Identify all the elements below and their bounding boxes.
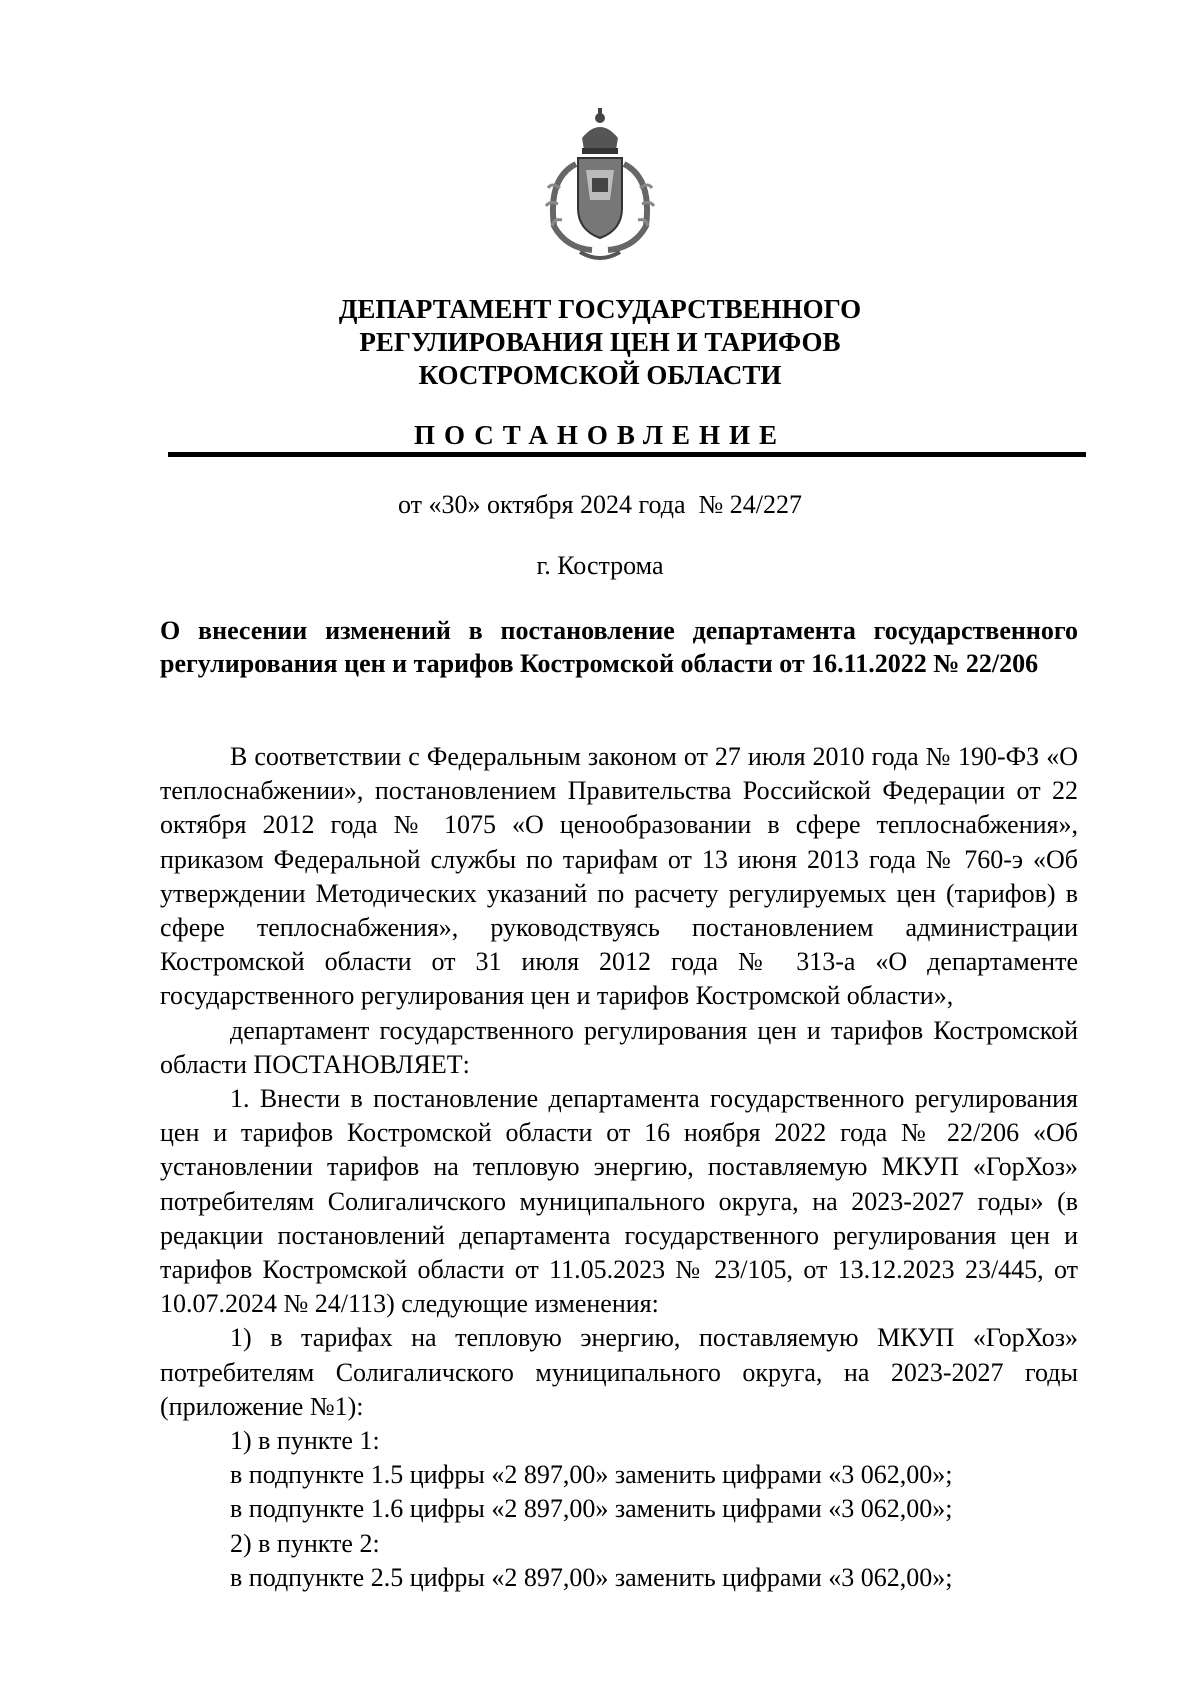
- document-city: г. Кострома: [536, 551, 664, 580]
- department-name: [200, 293, 1000, 392]
- department-line-2: РЕГУЛИРОВАНИЯ ЦЕН И ТАРИФОВ: [359, 327, 841, 357]
- kostroma-coat-of-arms-icon: [530, 108, 670, 264]
- preamble-paragraph: В соответствии с Федеральным законом от 27 июля 2010 года № 190-ФЗ «О теплоснабжении», постановлением Правительства Российской Федерации от 22 октября 2012 года № 1075 «О ценообразовании в сфере теплоснабжения», приказом Федеральной службы по тарифам от 13 июня 2013 года № 760-э «Об утверждении Методических указаний по расчету регулируемых цен (тарифов) в сфере теплоснабжения», руководствуясь постановлением администрации Костромской области от 31 июля 2012 года № 313-а «О департаменте государственного регулирования цен и тарифов Костромской области»,: [160, 742, 1078, 1011]
- document-body: [160, 740, 1078, 1595]
- point-1-6-line: в подпункте 1.6 цифры «2 897,00» заменить цифрами «3 062,00»;: [230, 1494, 953, 1524]
- header-divider: [168, 452, 1086, 457]
- point-2-heading: 2) в пункте 2:: [230, 1528, 380, 1558]
- point-1-heading: 1) в пункте 1:: [230, 1426, 380, 1456]
- document-type: ПОСТАНОВЛЕНИЕ: [413, 420, 787, 450]
- subitem-1-paragraph: 1) в тарифах на тепловую энергию, поставляемую МКУП «ГорХоз» потребителям Солигаличского муниципального округа, на 2023-2027 годы (приложение №1):: [160, 1323, 1078, 1421]
- resolves-paragraph: департамент государственного регулирования цен и тарифов Костромской области ПОСТАНОВЛЯЕТ:: [160, 1015, 1078, 1079]
- department-line-3: КОСТРОМСКОЙ ОБЛАСТИ: [418, 360, 782, 390]
- point-2-5-line: в подпункте 2.5 цифры «2 897,00» заменить цифрами «3 062,00»;: [230, 1562, 953, 1592]
- document-subject: О внесении изменений в постановление департамента государственного регулирования цен и тарифов Костромской области от 16.11.2022 № 22/206: [160, 616, 1078, 678]
- point-1-5-line: в подпункте 1.5 цифры «2 897,00» заменить цифрами «3 062,00»;: [230, 1460, 953, 1490]
- item-1-paragraph: 1. Внести в постановление департамента государственного регулирования цен и тарифов Костромской области от 16 ноября 2022 года № 22/206 «Об установлении тарифов на тепловую энергию, поставляемую МКУП «ГорХоз» потребителям Солигаличского муниципального округа, на 2023-2027 годы» (в редакции постановлений департамента государственного регулирования цен и тарифов Костромской области от 11.05.2023 № 23/105, от 13.12.2023 23/445, от 10.07.2024 № 24/113) следующие изменения:: [160, 1084, 1078, 1319]
- department-line-1: ДЕПАРТАМЕНТ ГОСУДАРСТВЕННОГО: [338, 294, 862, 324]
- document-date-number: от «30» октября 2024 года № 24/227: [397, 490, 803, 519]
